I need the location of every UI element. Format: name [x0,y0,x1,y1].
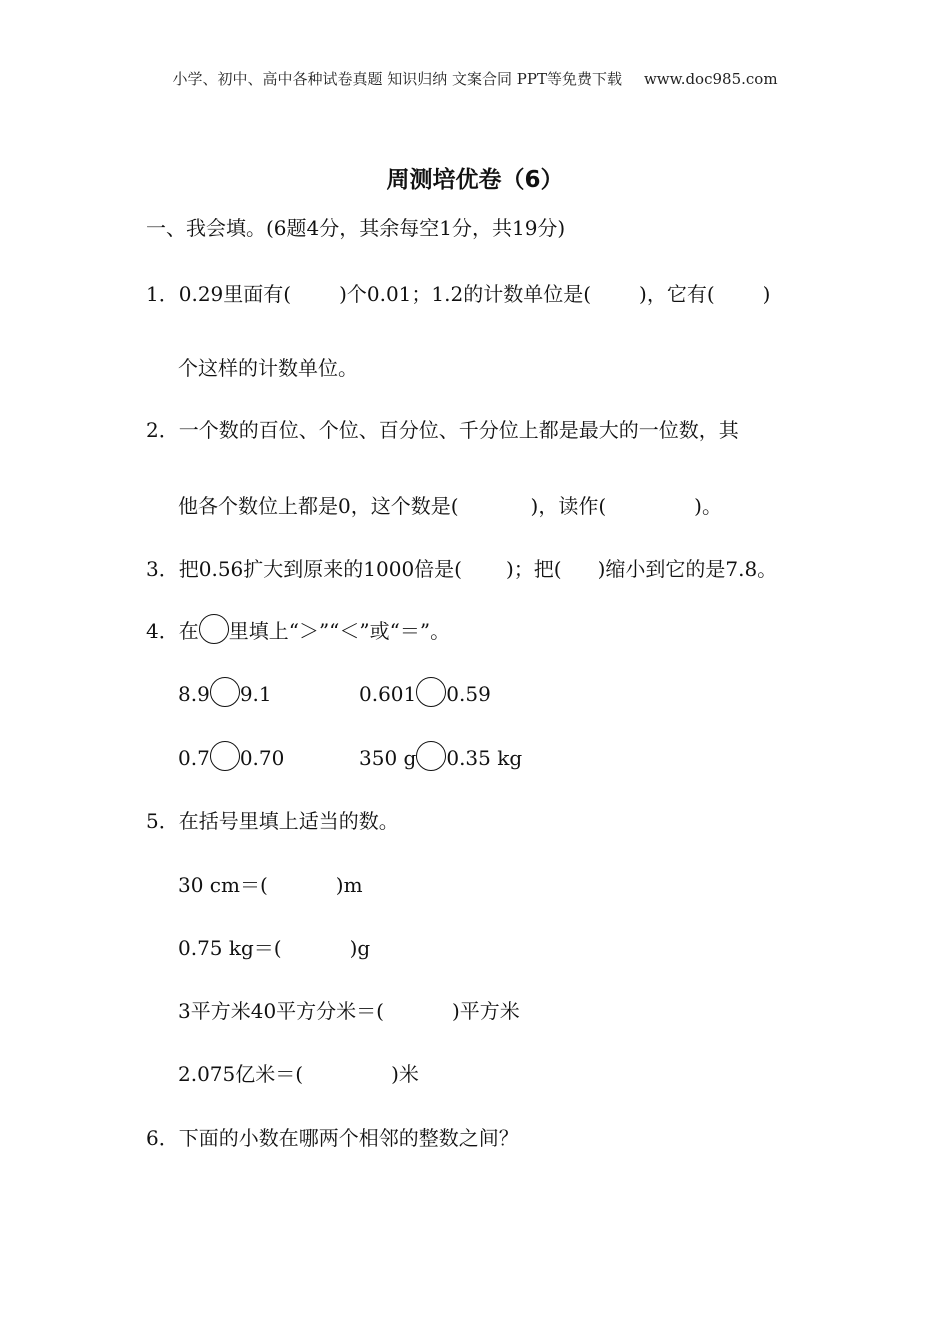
q2-text-b: )，读作( [530,494,607,518]
comparison-item [178,677,272,707]
conversion-unit: )平方米 [451,999,520,1023]
question-number: 5． [146,809,179,833]
question-6 [146,1122,519,1151]
q2-text-a: 他各个数位上都是0，这个数是( [178,494,459,518]
page-title: 周测培优卷（6） [386,167,564,193]
question-3 [146,553,777,582]
comparison-item [178,741,284,771]
conversion-left: 2.075亿米＝( [178,1062,304,1086]
q3-text-b: )；把( [505,557,562,581]
comparison-circle-input[interactable] [416,677,446,707]
question-4 [146,614,450,644]
conversion-item [178,995,520,1024]
comparison-circle-input[interactable] [210,741,240,771]
question-2-line-1 [146,414,739,443]
question-1-line-2: 个这样的计数单位。 [178,356,358,380]
question-2-line-2 [178,490,722,519]
conversion-item [178,932,370,961]
conversion-unit: )g [349,936,371,960]
page-header [0,68,950,89]
comparison-item [359,741,522,771]
comparison-right: 9.1 [239,682,272,706]
question-1-line-1 [146,278,770,307]
section-heading: 一、我会填。(6题4分，其余每空1分，共19分) [146,216,566,240]
q1-text-a: 0.29里面有( [178,282,292,306]
question-number: 6． [146,1126,179,1150]
q3-text-a: 把0.56扩大到原来的1000倍是( [178,557,462,581]
q2-text-c: )。 [694,494,722,518]
conversion-left: 3平方米40平方分米＝( [178,999,384,1023]
comparison-right: 0.70 [239,746,285,770]
comparison-left: 0.7 [178,746,210,770]
conversion-item [178,869,363,898]
comparison-circle-input[interactable] [416,741,446,771]
question-number: 4． [146,619,179,643]
q1-text-b: )个0.01；1.2的计数单位是( [339,282,592,306]
q3-text-c: )缩小到它的是7.8。 [597,557,778,581]
q5-text: 在括号里填上适当的数。 [178,809,399,833]
comparison-circle-icon [199,614,229,644]
comparison-left: 350 g [359,746,417,770]
comparison-left: 0.601 [359,682,417,706]
comparison-left: 8.9 [178,682,210,706]
conversion-left: 0.75 kg＝( [178,936,282,960]
q4-text-b: 里填上“＞”“＜”或“＝”。 [228,619,451,643]
q1-text-c: )，它有( [639,282,715,306]
question-number: 3． [146,557,179,581]
q4-text-a: 在 [178,619,199,643]
conversion-unit: )m [335,873,363,897]
header-url[interactable]: www.doc985.com [643,70,778,88]
q1-text-d: ) [762,282,771,306]
comparison-circle-input[interactable] [210,677,240,707]
comparison-right: 0.35 kg [446,746,523,770]
question-number: 2． [146,418,179,442]
header-text: 小学、初中、高中各种试卷真题 知识归纳 文案合同 PPT等免费下载 [172,70,622,88]
conversion-unit: )米 [391,1062,419,1086]
q6-text: 下面的小数在哪两个相邻的整数之间？ [178,1126,519,1150]
conversion-item [178,1058,419,1087]
question-number: 1． [146,282,179,306]
q2-text-line1: 一个数的百位、个位、百分位、千分位上都是最大的一位数，其 [178,418,739,442]
conversion-left: 30 cm＝( [178,873,268,897]
comparison-item [359,677,491,707]
question-5 [146,805,399,834]
comparison-right: 0.59 [446,682,491,706]
